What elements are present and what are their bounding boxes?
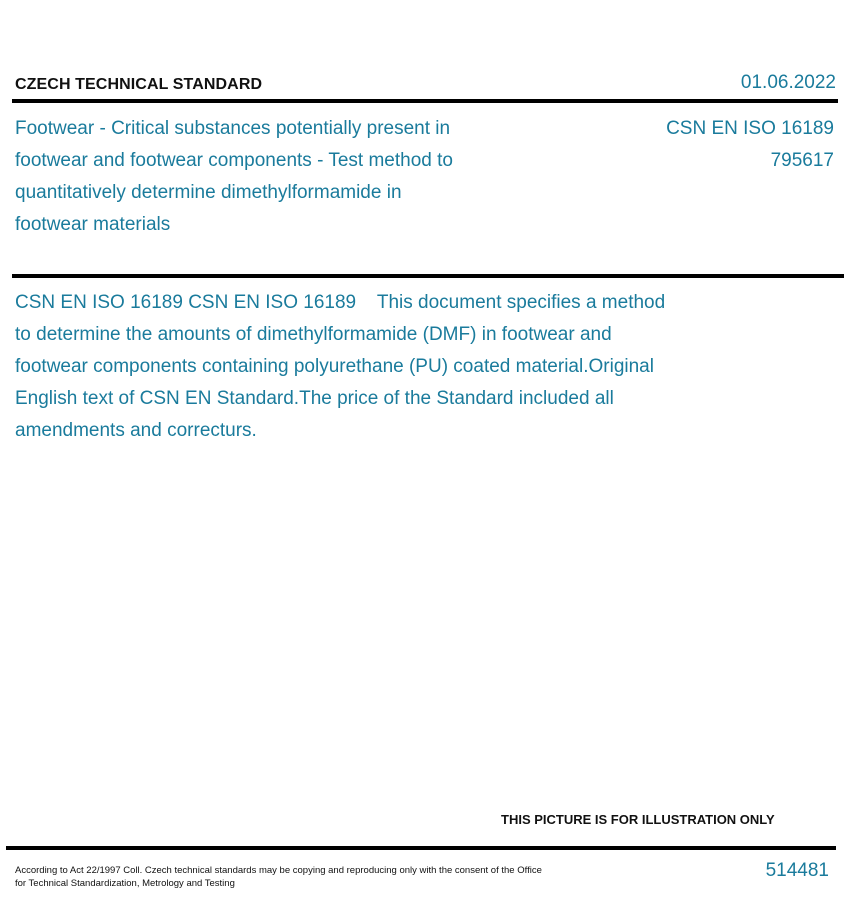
publication-date: 01.06.2022 (740, 72, 836, 93)
document-type-label: CZECH TECHNICAL STANDARD (15, 76, 263, 93)
legal-notice (15, 864, 585, 890)
title-divider (12, 274, 844, 278)
standard-title: Footwear - Critical substances potentially present in footwear and footwear components - Test method to quantitatively determine dimethylformamide in footwear materials (15, 118, 453, 235)
header-divider (12, 99, 838, 103)
footer-number: 514481 (765, 860, 829, 881)
standard-code: CSN EN ISO 16189 (666, 118, 834, 139)
footer-divider (6, 846, 836, 850)
standard-description: CSN EN ISO 16189 CSN EN ISO 16189 This document specifies a method to determine the amounts of dimethylformamide (DMF) in footwear and footwear components containing polyurethane (PU) coated material.Original English text of CSN EN Standard.The price of the Standard included all amendments and correcturs. (15, 292, 671, 441)
legal-notice-line-2: for Technical Standardization, Metrology and Testing (15, 878, 235, 889)
catalog-number: 795617 (770, 150, 834, 171)
legal-notice-line-1: According to Act 22/1997 Coll. Czech technical standards may be copying and reproducing only with the consent of the Office (15, 865, 542, 876)
illustration-disclaimer: THIS PICTURE IS FOR ILLUSTRATION ONLY (501, 812, 775, 827)
